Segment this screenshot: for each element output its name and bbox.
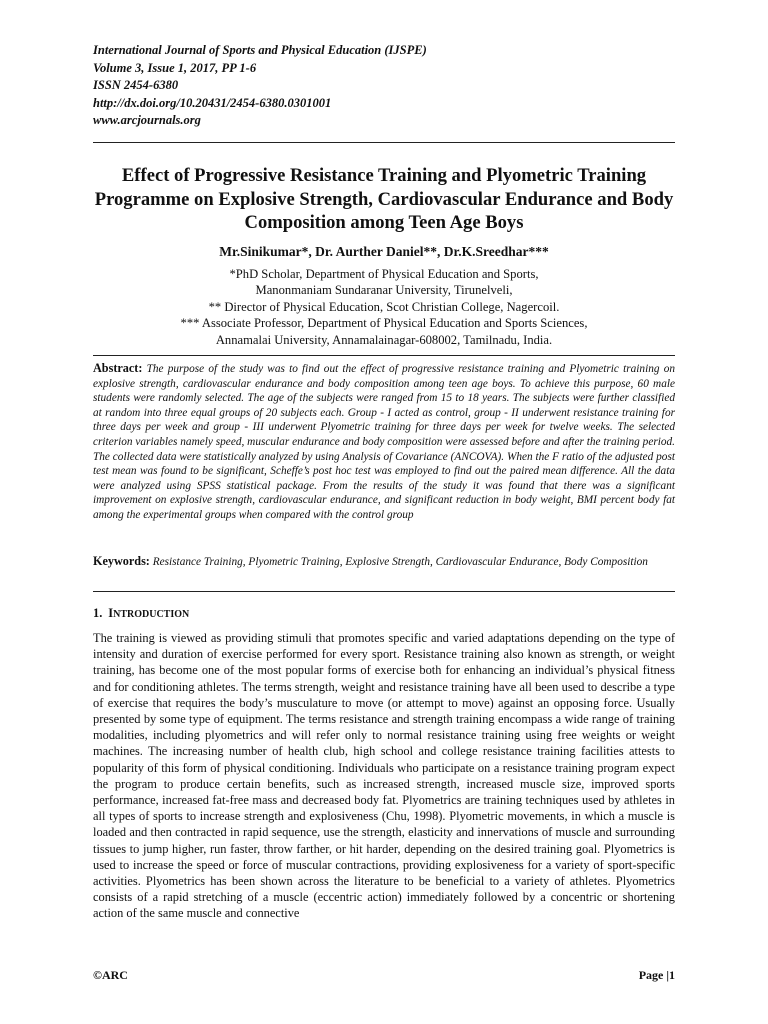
affiliation-line: Manonmaniam Sundaranar University, Tirunelveli, (255, 283, 513, 298)
abstract-divider (93, 355, 675, 356)
journal-website-link[interactable]: www.arcjournals.org (93, 113, 201, 127)
footer-publisher: ©ARC (93, 968, 128, 982)
affiliation-line: ** Director of Physical Education, Scot Christian College, Nagercoil. (208, 299, 560, 314)
paper-title: Effect of Progressive Resistance Training and Plyometric Training Programme on Explosive Strength, Cardiovascular Endurance and Body Composition among Teen Age Boys (94, 165, 674, 233)
journal-name: International Journal of Sports and Physical Education (IJSPE) (93, 43, 427, 57)
abstract (93, 361, 675, 523)
keywords (93, 554, 675, 570)
section-title-rest: NTRODUCTION (113, 609, 190, 620)
keywords-text: Resistance Training, Plyometric Training, Explosive Strength, Cardiovascular Endurance, Body Composition (152, 556, 648, 568)
affiliation-line: *** Associate Professor, Department of Physical Education and Sports Sciences, (180, 316, 588, 331)
affiliation-line: Annamalai University, Annamalainagar-608002, Tamilnadu, India. (215, 332, 553, 347)
introduction-paragraph: The training is viewed as providing stimuli that promotes specific and varied adaptations depending on the type of intensity and duration of exercise performed for every sport. Resistance training also known as strength, or weight training, has become one of the most popular forms of exercise both for enhancing an individual’s physical fitness and for conditioning athletes. The terms strength, weight and resistance training have all been used to describe a type of exercise that requires the body’s musculature to move (or attempt to move) against an opposing force. Usually presented by some type of equipment. The terms resistance and strength training encompass a wide range of training modalities, including plyometrics and will refer only to normal resistance training using free weights or weight machines. The increasing number of health club, high school and college resistance training facilities attests to popularity of this form of physical conditioning. Individuals who participate on a resistance training program expect the program to produce certain benefits, such as increased strength, increased muscle size, improved sports performance, increased fat-free mass and decreased body fat. Plyometrics are training techniques used by athletes in all types of sports to increase strength and explosiveness (Chu, 1998). Plyometric movements, in which a muscle is loaded and then contracted in rapid sequence, use the strength, elasticity and innervations of muscle and surrounding tissues to jump higher, run faster, throw farther, or hit harder, depending on the desired training goal. Plyometrics is used to increase the speed or force of muscular contractions, providing explosiveness for a variety of sport-specific activities. Plyometrics has been shown across the literature to be beneficial to a variety of athletes. Plyometrics consists of a rapid stretching of a muscle (eccentric action) immediately followed by a concentric or shortening action of the same muscle and connective (93, 631, 675, 921)
journal-doi-link[interactable]: http://dx.doi.org/10.20431/2454-6380.0301001 (93, 95, 332, 110)
author-list: Mr.Sinikumar*, Dr. Aurther Daniel**, Dr.K.Sreedhar*** (219, 244, 549, 259)
section-heading-introduction (93, 606, 189, 621)
keywords-label: Keywords: (93, 554, 150, 568)
affiliation-line: *PhD Scholar, Department of Physical Education and Sports, (229, 267, 539, 281)
keywords-divider (93, 591, 675, 592)
affiliations (93, 266, 675, 348)
journal-volume: Volume 3, Issue 1, 2017, PP 1-6 (93, 60, 257, 75)
section-number: 1. (93, 606, 103, 620)
footer-page-number: Page |1 (638, 968, 675, 982)
journal-issn: ISSN 2454-6380 (93, 78, 179, 92)
header-divider (93, 142, 675, 143)
abstract-label: Abstract: (93, 361, 143, 375)
section-first-letter: I (108, 606, 114, 620)
abstract-text: The purpose of the study was to find out the effect of progressive resistance training and Plyometric training on explosive strength, cardiovascular endurance and body composition among teen age boys. To achieve this purpose, 60 male students were randomly selected. The age of the subjects were ranged from 15 to 18 years. The subjects were further classified at random into three equal groups of 20 subjects each. Group - I acted as control, group - II underwent resistance training for three days per week and group - III underwent Plyometric training for three days per week for twelve weeks. The selected criterion variables namely speed, muscular endurance and body composition were assessed before and after the training period. The collected data were statistically analyzed by using Analysis of Covariance (ANCOVA). When the F ratio of the adjusted post test mean was found to be significant, Scheffe’s post hoc test was employed to find out the paired mean difference. All the data were analyzed using SPSS statistical package. From the results of the study it was found that there was a significant improvement on explosive strength, cardiovascular endurance, and significant reduction in body weight, BMI percent body fat among the experimental groups when compared with the control group (93, 363, 675, 521)
journal-header (93, 42, 427, 130)
